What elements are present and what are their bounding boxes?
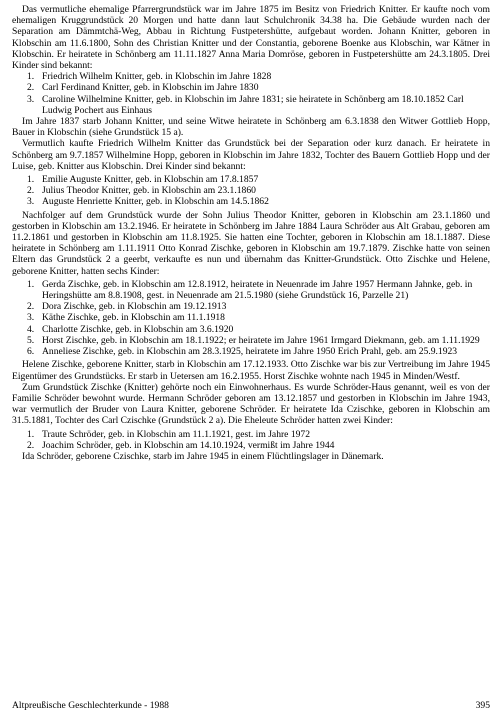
paragraph-7: Ida Schröder, geborene Czischke, starb im Jahre 1945 in einem Flüchtlingslager in Dänemark.: [22, 450, 384, 462]
document-page: [12, 4, 490, 462]
list-item: 1. Friedrich Wilhelm Knitter, geb. in Klobschin im Jahre 1828: [27, 71, 272, 83]
journal-title: Altpreußische Geschlechterkunde - 1988: [12, 700, 169, 711]
list-item: 2. Dora Zischke, geb. in Klobschin am 19.12.1913: [27, 301, 227, 313]
page-number: 395: [475, 700, 490, 711]
list-item: 4. Charlotte Zischke, geb. in Klobschin am 3.6.1920: [27, 323, 234, 335]
paragraph-1: Das vermutliche ehemalige Pfarrergrundstück war im Jahre 1875 im Besitz von Friedrich Knitter. Er kaufte noch vom ehemaligen Kruggrundstück 20 Morgen und hatte dann laut Schulchronik 34.38 ha. Die Gebäude wurden nach der Separation am Dämmtchä-Weg, Abbau in Richtung Fustpetershütte, aufgebaut worden. Johann Knitter, geboren in Klobschin am 11.6.1800, Sohn des Christian Knitter und der Constantia, geborene Boenke aus Klobschin, war Kätner in Klobschin. Er heiratete in Schönberg am 11.11.1827 Anna Maria Domröse, geboren in Fustpetershütte am 24.3.1805. Drei Kinder sind bekannt:: [12, 4, 490, 72]
paragraph-6: Zum Grundstück Zischke (Knitter) gehörte noch ein Einwohnerhaus. Es wurde Schröder-Haus genannt, weil es von der Familie Schröder bewohnt wurde. Hermann Schröder geboren am 13.12.1857 und gestorben in Klobschin im Jahre 1943, war vermutlich der Bruder von Laura Knitter, geborene Schröder. Er heiratete Ida Czischke, geboren in Klobschin am 31.5.1881, Tochter des Carl Czischke (Grundstück 2 a). Die Eheleute Schröder hatten zwei Kinder:: [12, 381, 490, 427]
list-item: 5. Horst Zischke, geb. in Klobschin am 18.1.1922; er heiratete im Jahre 1961 Irmgard Diekmann, geb. am 1.11.1929: [27, 334, 480, 346]
list-item: 1. Emilie Auguste Knitter, geb. in Klobschin am 17.8.1857: [27, 174, 259, 186]
list-item: 6. Anneliese Zischke, geb. in Klobschin am 28.3.1925, heiratete im Jahre 1950 Erich Prahl, geb. am 25.9.1923: [27, 346, 458, 358]
paragraph-5: Helene Zischke, geborene Knitter, starb in Klobschin am 17.12.1933. Otto Zischke war bis zur Vertreibung im Jahre 1945 Eigentümer des Grundstücks. Er starb in Uetersen am 16.2.1955. Horst Zischke wohnte nach 1945 in Minden/Westf.: [12, 359, 490, 382]
children-list-2: [12, 174, 490, 208]
list-item: 2. Joachim Schröder, geb. in Klobschin am 14.10.1924, vermißt im Jahre 1944: [27, 439, 335, 451]
list-item: 1. Traute Schröder, geb. in Klobschin am 11.1.1921, gest. im Jahre 1972: [27, 428, 311, 440]
list-item: 1. Gerda Zischke, geb. in Klobschin am 12.8.1912, heiratete in Neuenrade im Jahre 1957 Hermann Jahnke, geb. in Heringshütte am 8.8.1908, gest. in Neuenrade am 21.5.1980 (siehe Grundstück 16, Parzelle 21): [27, 278, 473, 302]
list-item: 3. Auguste Henriette Knitter, geb. in Klobschin am 14.5.1862: [27, 196, 269, 208]
children-list-4: [12, 429, 490, 451]
paragraph-2: Im Jahre 1837 starb Johann Knitter, und seine Witwe heiratete in Schönberg am 6.3.1838 den Witwer Gottlieb Hopp, Bauer in Klobschin (siehe Grundstück 15 a).: [12, 116, 490, 139]
list-item: 3. Caroline Wilhelmine Knitter, geb. in Klobschin im Jahre 1831; sie heiratete in Schönberg am 18.10.1852 Carl Ludwig Pochert aus Einhaus: [27, 93, 464, 116]
list-item: 2. Carl Ferdinand Knitter, geb. in Klobschin im Jahre 1830: [27, 82, 259, 94]
page-footer: [12, 700, 490, 711]
list-item: 3. Käthe Zischke, geb. in Klobschin am 11.1.1918: [27, 312, 225, 324]
paragraph-4: Nachfolger auf dem Grundstück wurde der Sohn Julius Theodor Knitter, geboren in Klobschin am 23.1.1860 und gestorben in Klobschin am 13.2.1946. Er heiratete in Schönberg im Jahre 1884 Laura Schröder aus Alt Grabau, geboren am 11.2.1861 und gestorben in Klobschin am 11.8.1925. Sie hatten eine Tochter, geboren in Klobschin am 18.1.1887. Diese heiratete in Schönberg am 1.11.1911 Otto Konrad Zischke, geboren in Klobschin am 19.7.1879. Zischke hatte von seinen Eltern das Grundstück 2 a geerbt, verkaufte es nun und übernahm das Knitter-Grundstück. Otto Zischke und Helene, geborene Knitter, hatten sechs Kinder:: [12, 209, 490, 277]
list-item: 2. Julius Theodor Knitter, geb. in Klobschin am 23.1.1860: [27, 185, 256, 197]
paragraph-3: Vermutlich kaufte Friedrich Wilhelm Knitter das Grundstück bei der Separation oder kurz danach. Er heiratete in Schönberg am 9.7.1857 Wilhelmine Hopp, geboren in Klobschin im Jahre 1832, Tochter des Bauern Gottlieb Hopp und der Luise, geb. Knitter aus Klobschin. Drei Kinder sind bekannt:: [12, 138, 490, 172]
children-list-1: [12, 71, 490, 116]
children-list-3: [12, 279, 490, 357]
